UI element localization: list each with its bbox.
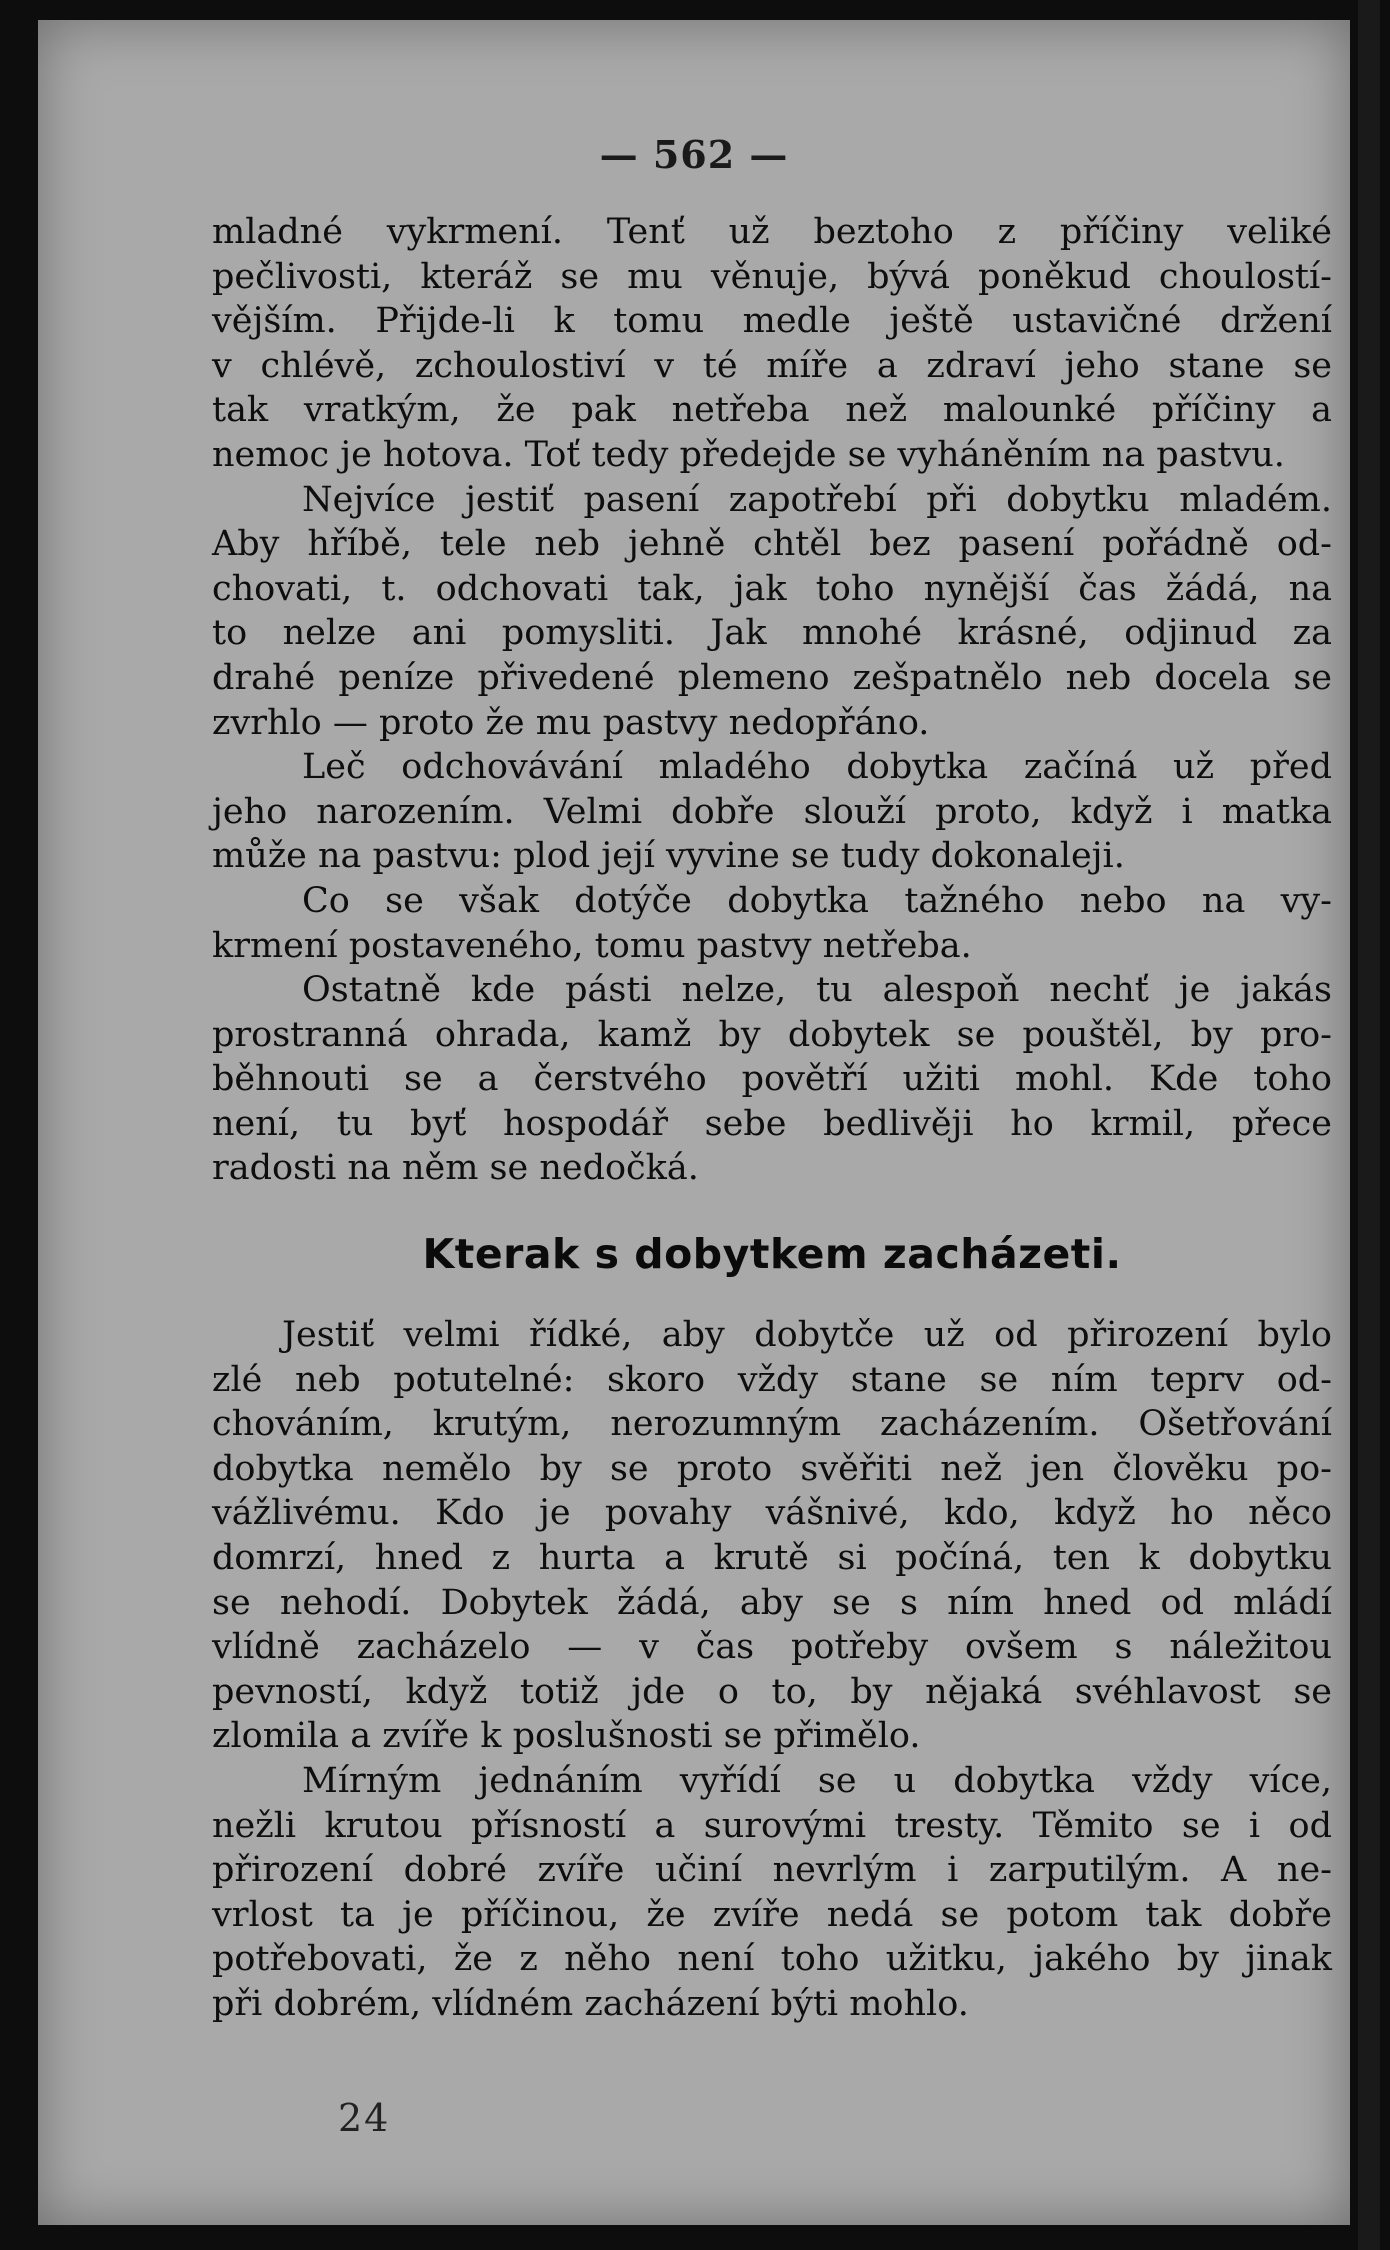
text-line: pečlivosti, kteráž se mu věnuje, bývá poněkud choulostí- [212,256,1332,297]
paragraph-5 [212,968,1332,1191]
page-number: — 562 — [599,132,789,177]
book-page [38,20,1350,2225]
text-line: vlídně zacházelo — v čas potřeby ovšem s náležitou [212,1627,1332,1668]
section-paragraph-1 [212,1313,1332,1759]
text-line: nemoc je hotova. Toť tedy předejde se vyháněním na pastvu. [212,434,1285,475]
text-line: nežli krutou přísností a surovými tresty. Těmito se i od [212,1805,1332,1846]
text-line: jeho narozením. Velmi dobře slouží proto, když i matka [212,791,1332,832]
text-line: při dobrém, vlídném zacházení býti mohlo. [212,1983,969,2024]
text-line: vějším. Přijde-li k tomu medle ještě ustavičné držení [212,301,1332,342]
text-line: radosti na něm se nedočká. [212,1148,699,1189]
text-line: drahé peníze přivedené plemeno zešpatnělo neb docela se [212,657,1332,698]
text-line: Jestiť velmi řídké, aby dobytče už od přirození bylo [282,1315,1332,1356]
text-line: se nehodí. Dobytek žádá, aby se s ním hned od mládí [212,1582,1332,1623]
text-line: vrlost ta je příčinou, že zvíře nedá se potom tak dobře [212,1894,1332,1935]
text-line: pevností, když totiž jde o to, by nějaká svéhlavost se [212,1671,1332,1712]
text-line: Ostatně kde pásti nelze, tu alespoň nechť je jakás [302,970,1332,1011]
text-line: chováním, krutým, nerozumným zacházením. Ošetřování [212,1404,1332,1445]
text-line: to nelze ani pomysliti. Jak mnohé krásné, odjinud za [212,613,1332,654]
text-line: zlé neb potutelné: skoro vždy stane se ním teprv od- [212,1359,1332,1400]
text-line: zlomila a zvíře k poslušnosti se přimělo. [212,1716,921,1757]
text-line: potřebovati, že z něho není toho užitku, jakého by jinak [212,1939,1332,1980]
text-line: Leč odchovávání mladého dobytka začíná už před [302,747,1332,788]
paragraph-1 [212,210,1332,478]
text-line: zvrhlo — proto že mu pastvy nedopřáno. [212,702,930,743]
text-line: krmení postaveného, tomu pastvy netřeba. [212,925,972,966]
text-line: přirození dobré zvíře učiní nevrlým i zarputilým. A ne- [212,1850,1332,1891]
paragraph-4 [212,879,1332,968]
text-line: může na pastvu: plod její vyvine se tudy dokonaleji. [212,836,1125,877]
text-line: Aby hříbě, tele neb jehně chtěl bez pasení pořádně od- [212,524,1332,565]
paragraph-2 [212,478,1332,746]
text-line: dobytka nemělo by se proto svěřiti než jen člověku po- [212,1448,1332,1489]
text-line: mladné vykrmení. Tenť už beztoho z příčiny veliké [212,212,1332,252]
signature-mark: 24 [338,2096,391,2140]
text-line: běhnouti se a čerstvého povětří užiti mohl. Kde toho [212,1059,1332,1100]
paragraph-3 [212,745,1332,879]
text-line: v chlévě, zchoulostiví v té míře a zdraví jeho stane se [212,345,1332,386]
text-line: Nejvíce jestiť pasení zapotřebí při dobytku mladém. [302,479,1332,520]
text-line: chovati, t. odchovati tak, jak toho nynější čas žádá, na [212,568,1332,609]
text-line: Mírným jednáním vyřídí se u dobytka vždy více, [302,1761,1332,1801]
text-line: vážlivému. Kdo je povahy vášnivé, kdo, když ho něco [212,1493,1332,1534]
section-heading: Kterak s dobytkem zacházeti. [422,1230,1122,1279]
section-paragraph-2 [212,1759,1332,2027]
text-line: tak vratkým, že pak netřeba než malounké příčiny a [212,390,1332,431]
text-line: není, tu byť hospodář sebe bedlivěji ho krmil, přece [212,1103,1332,1144]
page-text [212,210,1332,2027]
book-spine-edge [1358,0,1380,2250]
text-line: Co se však dotýče dobytka tažného nebo na vy- [302,880,1332,921]
text-line: prostranná ohrada, kamž by dobytek se pouštěl, by pro- [212,1014,1332,1055]
text-line: domrzí, hned z hurta a krutě si počíná, ten k dobytku [212,1538,1332,1579]
